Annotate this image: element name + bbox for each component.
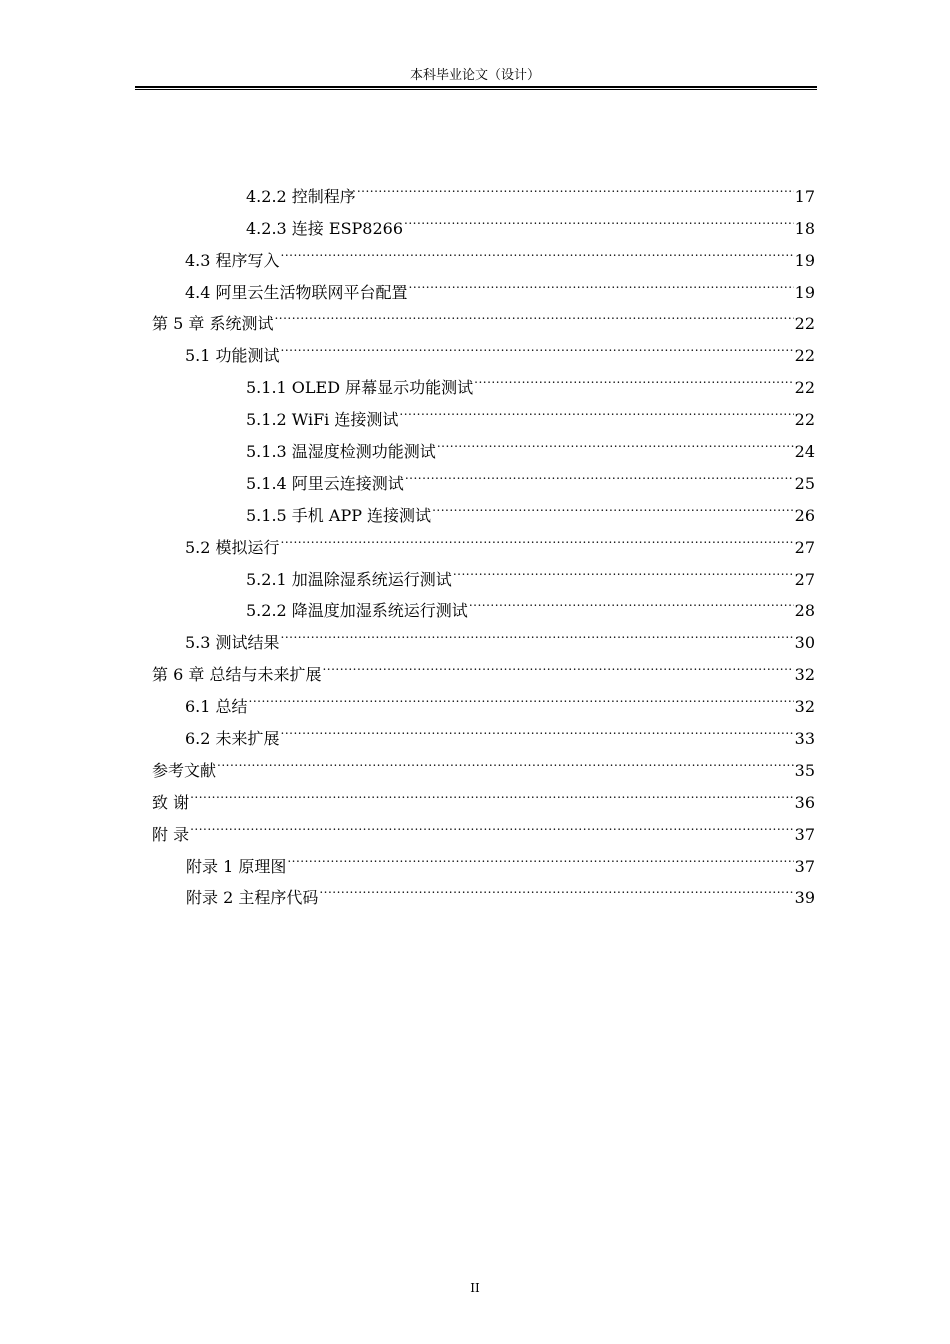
toc-entry-page: 30 bbox=[794, 633, 815, 653]
toc-entry-page: 19 bbox=[794, 250, 815, 270]
page-number: II bbox=[470, 1281, 480, 1295]
toc-entry-label: 4.2.3 连接 ESP8266 bbox=[246, 218, 404, 238]
header-rule-thin bbox=[135, 89, 817, 90]
toc-dot-leader bbox=[322, 648, 793, 680]
toc-dot-leader bbox=[405, 457, 794, 489]
toc-entry-page: 37 bbox=[794, 856, 815, 876]
toc-dot-leader bbox=[281, 712, 794, 744]
toc-dot-leader bbox=[474, 361, 794, 393]
toc-entry-page: 33 bbox=[794, 729, 815, 749]
toc-entry-page: 32 bbox=[794, 665, 815, 685]
toc-entry-page: 18 bbox=[794, 218, 815, 238]
toc-entry-label: 6.2 未来扩展 bbox=[185, 729, 280, 749]
toc-entry-page: 22 bbox=[794, 378, 815, 398]
toc-entry-label: 5.1.4 阿里云连接测试 bbox=[246, 473, 404, 493]
toc-dot-leader bbox=[437, 425, 794, 457]
toc-entry[interactable] bbox=[152, 808, 815, 844]
toc-entry[interactable] bbox=[152, 744, 815, 780]
toc-entry-label: 5.1.5 手机 APP 连接测试 bbox=[246, 505, 432, 525]
toc-entry-label: 5.1.3 温湿度检测功能测试 bbox=[246, 442, 436, 462]
toc-entry-label: 5.2.2 降温度加湿系统运行测试 bbox=[246, 601, 468, 621]
toc-dot-leader bbox=[469, 585, 794, 617]
toc-entry-page: 25 bbox=[794, 473, 815, 493]
toc-dot-leader bbox=[190, 808, 794, 840]
toc-dot-leader bbox=[190, 776, 794, 808]
toc-entry-label: 6.1 总结 bbox=[185, 697, 248, 717]
toc-entry-page: 19 bbox=[794, 282, 815, 302]
toc-entry-page: 36 bbox=[794, 792, 815, 812]
toc-dot-leader bbox=[357, 170, 794, 202]
toc-entry-label: 5.1 功能测试 bbox=[185, 346, 280, 366]
toc-entry-page: 22 bbox=[794, 346, 815, 366]
toc-entry-page: 37 bbox=[794, 824, 815, 844]
toc-dot-leader bbox=[217, 744, 794, 776]
header-rule bbox=[135, 86, 817, 88]
toc-entry-page: 22 bbox=[794, 410, 815, 430]
toc-entry-label: 4.4 阿里云生活物联网平台配置 bbox=[185, 282, 408, 302]
toc-dot-leader bbox=[281, 329, 794, 361]
toc-entry-label: 第 6 章 总结与未来扩展 bbox=[152, 665, 322, 685]
toc-entry[interactable] bbox=[152, 712, 815, 749]
toc-entry-label: 附 录 bbox=[152, 824, 190, 844]
table-of-contents bbox=[152, 170, 815, 908]
toc-entry[interactable] bbox=[152, 840, 815, 876]
toc-dot-leader bbox=[399, 393, 793, 425]
toc-entry-label: 附录 2 主程序代码 bbox=[186, 888, 319, 908]
toc-dot-leader bbox=[319, 872, 793, 904]
toc-dot-leader bbox=[409, 266, 794, 298]
toc-entry-page: 35 bbox=[794, 760, 815, 780]
toc-entry-page: 17 bbox=[794, 186, 815, 206]
toc-entry-label: 4.2.2 控制程序 bbox=[246, 186, 356, 206]
toc-entry-page: 32 bbox=[794, 697, 815, 717]
toc-entry[interactable] bbox=[152, 680, 815, 717]
toc-entry[interactable] bbox=[152, 170, 815, 206]
toc-dot-leader bbox=[432, 489, 794, 521]
toc-dot-leader bbox=[287, 840, 793, 872]
toc-dot-leader bbox=[249, 680, 794, 712]
toc-entry-page: 26 bbox=[794, 505, 815, 525]
toc-entry-label: 5.1.2 WiFi 连接测试 bbox=[246, 410, 399, 430]
header-title: 本科毕业论文（设计） bbox=[409, 68, 540, 83]
toc-entry-label: 5.2.1 加温除湿系统运行测试 bbox=[246, 569, 452, 589]
toc-entry-label: 参考文献 bbox=[152, 760, 217, 780]
toc-dot-leader bbox=[281, 616, 794, 648]
toc-entry-page: 22 bbox=[794, 314, 815, 334]
toc-entry-label: 致 谢 bbox=[152, 792, 190, 812]
toc-dot-leader bbox=[281, 234, 794, 266]
toc-entry-label: 5.2 模拟运行 bbox=[185, 537, 280, 557]
toc-entry-label: 4.3 程序写入 bbox=[185, 250, 280, 270]
toc-dot-leader bbox=[404, 202, 794, 234]
toc-entry-page: 28 bbox=[794, 601, 815, 621]
toc-dot-leader bbox=[274, 298, 793, 330]
toc-dot-leader bbox=[281, 521, 794, 553]
toc-entry[interactable] bbox=[152, 776, 815, 812]
toc-entry-page: 27 bbox=[794, 537, 815, 557]
toc-entry-label: 5.3 测试结果 bbox=[185, 633, 280, 653]
toc-entry-label: 附录 1 原理图 bbox=[186, 856, 287, 876]
toc-entry-label: 5.1.1 OLED 屏幕显示功能测试 bbox=[246, 378, 474, 398]
toc-entry-label: 第 5 章 系统测试 bbox=[152, 314, 274, 334]
toc-entry-page: 27 bbox=[794, 569, 815, 589]
toc-dot-leader bbox=[453, 553, 794, 585]
toc-entry-page: 39 bbox=[794, 888, 815, 908]
toc-entry-page: 24 bbox=[794, 442, 815, 462]
